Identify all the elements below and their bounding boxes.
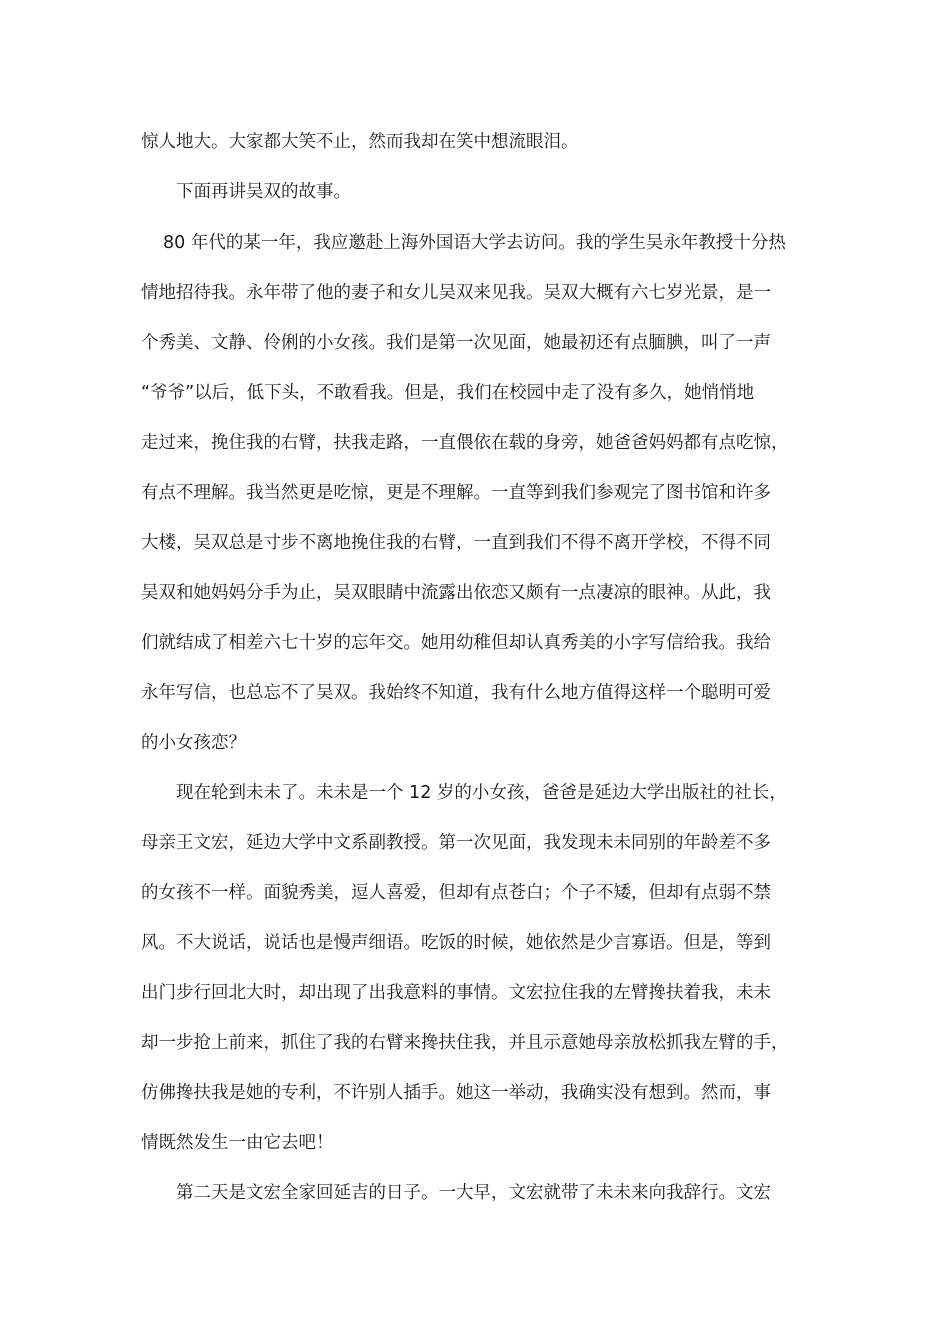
text-line: 80 年代的某一年，我应邀赴上海外国语大学去访问。我的学生吴永年教授十分热: [163, 233, 786, 253]
text-line: “爷爷”以后，低下头，不敢看我。但是，我们在校园中走了没有多久，她悄悄地: [141, 383, 755, 403]
text-line: 大楼，吴双总是寸步不离地挽住我的右臂，一直到我们不得不离开学校，不得不同: [141, 533, 771, 553]
text-line: 永年写信，也总忘不了吴双。我始终不知道，我有什么地方值得这样一个聪明可爱: [141, 683, 771, 703]
text-line: 们就结成了相差六七十岁的忘年交。她用幼稚但却认真秀美的小字写信给我。我给: [141, 633, 771, 653]
text-line: 的女孩不一样。面貌秀美，逗人喜爱，但却有点苍白；个子不矮，但却有点弱不禁: [141, 883, 771, 903]
text-line: 的小女孩恋？: [141, 733, 246, 753]
text-line: 下面再讲吴双的故事。: [176, 182, 351, 202]
text-line: 仿佛搀扶我是她的专利，不许别人插手。她这一举动，我确实没有想到。然而，事: [141, 1083, 771, 1103]
text-line: 走过来，挽住我的右臂，扶我走路，一直偎依在载的身旁，她爸爸妈妈都有点吃惊，: [141, 433, 789, 453]
text-line: 第二天是文宏全家回延吉的日子。一大早，文宏就带了未未来向我辞行。文宏: [176, 1183, 771, 1203]
text-line: 母亲王文宏，延边大学中文系副教授。第一次见面，我发现未未同别的年龄差不多: [141, 833, 771, 853]
text-line: 现在轮到未未了。未未是一个 12 岁的小女孩，爸爸是延边大学出版社的社长，: [176, 783, 787, 803]
text-line: 情既然发生一由它去吧！: [141, 1133, 334, 1153]
text-line: 情地招待我。永年带了他的妻子和女儿吴双来见我。吴双大概有六七岁光景，是一: [141, 283, 771, 303]
text-line: 有点不理解。我当然更是吃惊，更是不理解。一直等到我们参观完了图书馆和许多: [141, 483, 771, 503]
text-line: 吴双和她妈妈分手为止，吴双眼睛中流露出依恋又颇有一点凄凉的眼神。从此，我: [141, 583, 771, 603]
text-line: 却一步抢上前来，抓住了我的右臂来搀扶住我，并且示意她母亲放松抓我左臂的手，: [141, 1033, 789, 1053]
text-line: 风。不大说话，说话也是慢声细语。吃饭的时候，她依然是少言寡语。但是，等到: [141, 933, 771, 953]
text-line: 出门步行回北大时，却出现了出我意料的事情。文宏拉住我的左臂搀扶着我，未未: [141, 983, 771, 1003]
text-line: 惊人地大。大家都大笑不止，然而我却在笑中想流眼泪。: [141, 132, 579, 152]
text-line: 个秀美、文静、伶俐的小女孩。我们是第一次见面，她最初还有点腼腆，叫了一声: [141, 333, 771, 353]
